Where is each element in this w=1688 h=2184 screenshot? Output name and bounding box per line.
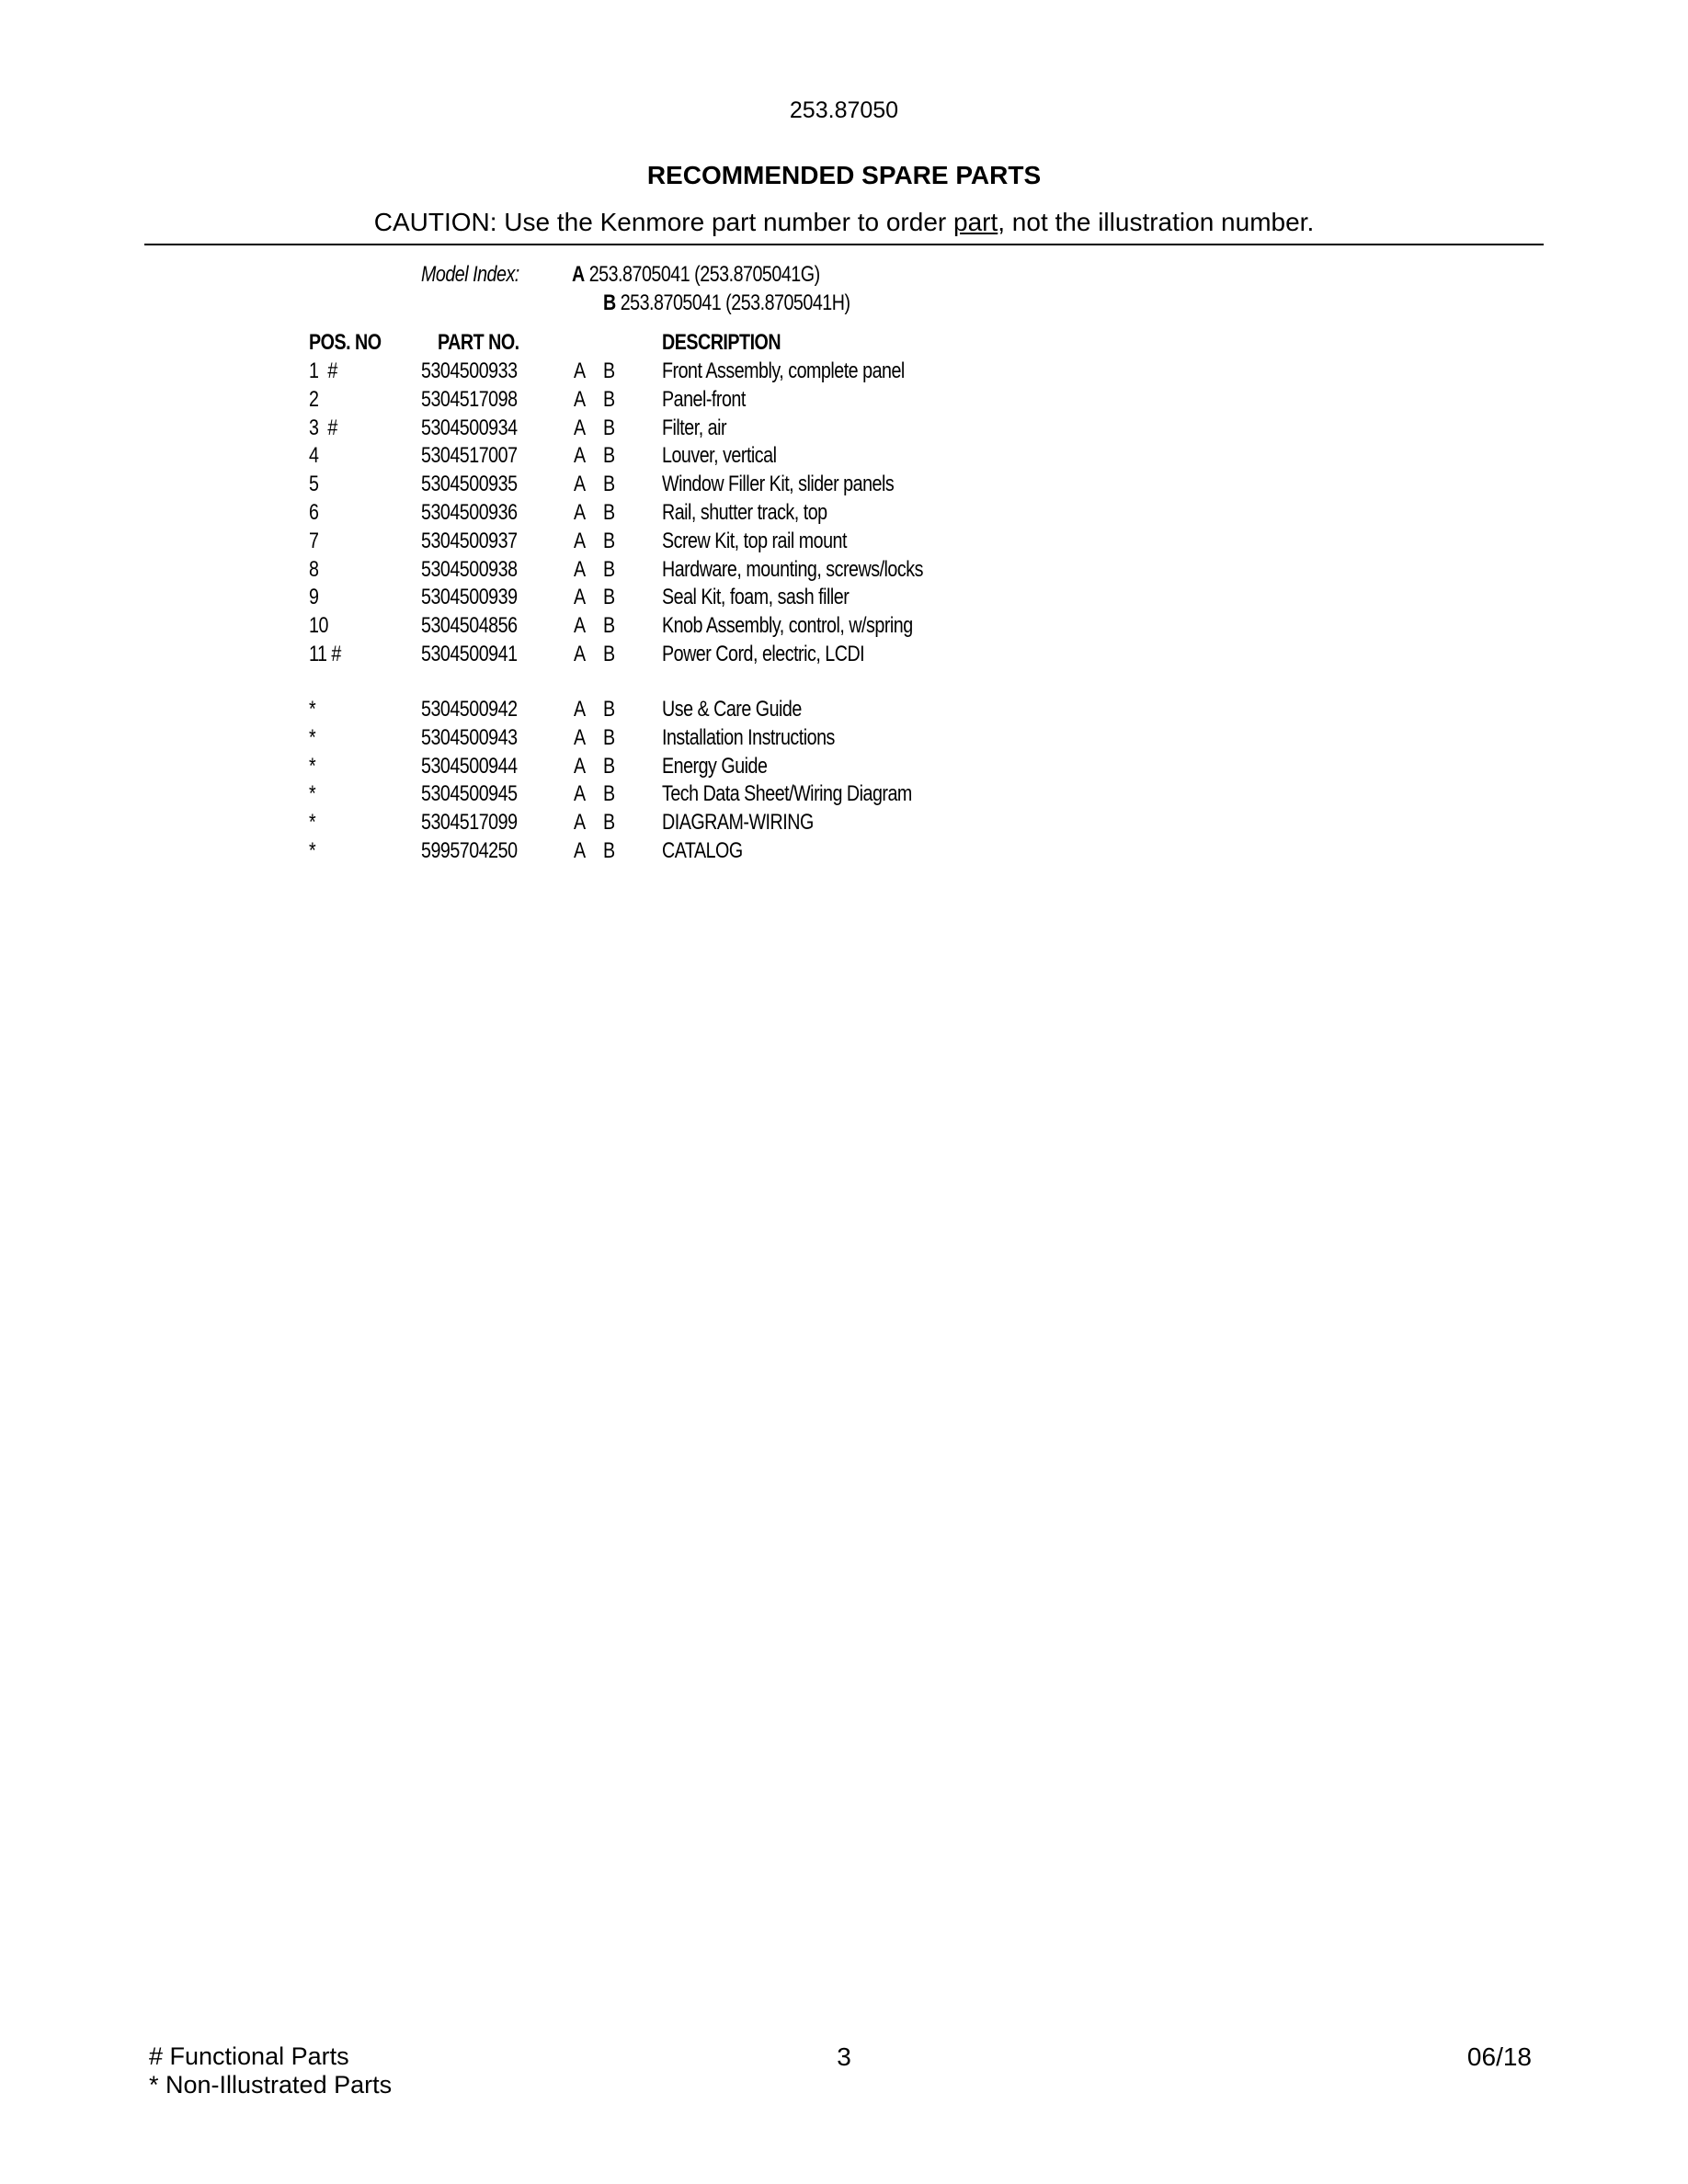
model-b-flag: B bbox=[603, 500, 615, 525]
model-index-label: Model Index: bbox=[421, 262, 519, 287]
page-title: RECOMMENDED SPARE PARTS bbox=[646, 161, 1042, 189]
part-number-cell: 5304517099 bbox=[421, 810, 518, 836]
caution-text-start: CAUTION: Use the Kenmore part number to order bbox=[373, 208, 953, 236]
pos-cell: 5 bbox=[309, 472, 319, 497]
model-a-flag: A bbox=[574, 613, 586, 639]
caution-note bbox=[0, 208, 1688, 237]
part-number-cell: 5995704250 bbox=[421, 838, 518, 863]
pos-cell: 4 bbox=[309, 443, 319, 469]
description-cell: Filter, air bbox=[662, 415, 727, 440]
description-cell: Rail, shutter track, top bbox=[662, 500, 827, 525]
caution-underlined-word: part bbox=[953, 208, 998, 236]
part-number-cell: 5304500945 bbox=[421, 781, 518, 807]
model-b-flag: B bbox=[603, 528, 615, 553]
description-cell: Front Assembly, complete panel bbox=[662, 358, 905, 383]
table-row bbox=[0, 557, 1688, 586]
column-header-description: DESCRIPTION bbox=[662, 330, 781, 355]
description-cell: Power Cord, electric, LCDI bbox=[662, 642, 865, 666]
table-row bbox=[0, 443, 1688, 472]
footer-non-illustrated-note: * Non-Illustrated Parts bbox=[149, 2071, 393, 2099]
part-number-cell: 5304517098 bbox=[421, 386, 518, 412]
part-number-cell: 5304500934 bbox=[421, 415, 518, 440]
model-b-letter: B bbox=[603, 290, 616, 315]
part-number-cell: 5304500938 bbox=[421, 556, 518, 582]
model-a-flag: A bbox=[574, 358, 586, 383]
model-b-text: 253.8705041 (253.8705041H) bbox=[615, 290, 850, 315]
pos-cell: 3 # bbox=[309, 415, 337, 440]
pos-cell: * bbox=[309, 810, 316, 836]
model-b-flag: B bbox=[603, 613, 615, 639]
description-cell: Seal Kit, foam, sash filler bbox=[662, 585, 850, 610]
table-row bbox=[0, 500, 1688, 529]
model-a-flag: A bbox=[574, 781, 586, 807]
pos-cell: 8 bbox=[309, 556, 319, 582]
model-a-flag: A bbox=[574, 724, 586, 750]
model-a-text: 253.8705041 (253.8705041G) bbox=[584, 262, 820, 287]
model-b-flag: B bbox=[603, 358, 615, 383]
page-number: 3 bbox=[837, 2042, 851, 2071]
model-b-flag: B bbox=[603, 386, 615, 412]
revision-date: 06/18 bbox=[1466, 2042, 1532, 2071]
column-header-pos: POS. NO bbox=[309, 330, 382, 355]
model-a-flag: A bbox=[574, 556, 586, 582]
table-row bbox=[0, 387, 1688, 415]
table-row bbox=[0, 838, 1688, 867]
part-number-cell: 5304500939 bbox=[421, 585, 518, 610]
table-row bbox=[0, 472, 1688, 500]
model-a-letter: A bbox=[572, 262, 585, 287]
model-a-flag: A bbox=[574, 585, 586, 610]
model-a-flag: A bbox=[574, 697, 586, 722]
description-cell: Louver, vertical bbox=[662, 443, 777, 469]
description-cell: Tech Data Sheet/Wiring Diagram bbox=[662, 781, 912, 807]
model-b-flag: B bbox=[603, 415, 615, 440]
pos-cell: * bbox=[309, 753, 316, 779]
model-b-flag: B bbox=[603, 697, 615, 722]
model-a-flag: A bbox=[574, 472, 586, 497]
part-number-cell: 5304500936 bbox=[421, 500, 518, 525]
model-a-flag: A bbox=[574, 443, 586, 469]
model-b-flag: B bbox=[603, 753, 615, 779]
model-b-flag: B bbox=[603, 838, 615, 863]
model-a-flag: A bbox=[574, 528, 586, 553]
model-a-flag: A bbox=[574, 386, 586, 412]
table-row bbox=[0, 754, 1688, 782]
description-cell: Panel-front bbox=[662, 386, 746, 412]
pos-cell: 2 bbox=[309, 386, 319, 412]
pos-cell: * bbox=[309, 724, 316, 750]
pos-cell: 6 bbox=[309, 500, 319, 525]
description-cell: CATALOG bbox=[662, 838, 743, 863]
model-a-flag: A bbox=[574, 810, 586, 836]
model-index-a bbox=[572, 262, 820, 288]
table-row bbox=[0, 781, 1688, 810]
doc-number: 253.87050 bbox=[789, 97, 899, 123]
description-cell: Window Filler Kit, slider panels bbox=[662, 472, 895, 497]
model-b-flag: B bbox=[603, 810, 615, 836]
model-a-flag: A bbox=[574, 500, 586, 525]
part-number-cell: 5304500943 bbox=[421, 724, 518, 750]
model-a-flag: A bbox=[574, 642, 586, 666]
model-a-flag: A bbox=[574, 838, 586, 863]
table-row bbox=[0, 529, 1688, 557]
description-cell: Energy Guide bbox=[662, 753, 768, 779]
table-row bbox=[0, 697, 1688, 725]
part-number-cell: 5304500933 bbox=[421, 358, 518, 383]
model-a-flag: A bbox=[574, 415, 586, 440]
part-number-cell: 5304500935 bbox=[421, 472, 518, 497]
pos-cell: * bbox=[309, 838, 316, 863]
part-number-cell: 5304500942 bbox=[421, 697, 518, 722]
pos-cell: 9 bbox=[309, 585, 319, 610]
model-b-flag: B bbox=[603, 472, 615, 497]
pos-cell: 11 # bbox=[309, 642, 341, 666]
table-row bbox=[0, 642, 1688, 670]
description-cell: Knob Assembly, control, w/spring bbox=[662, 613, 913, 639]
model-index-b bbox=[603, 290, 850, 316]
table-row bbox=[0, 415, 1688, 444]
pos-cell: 7 bbox=[309, 528, 319, 553]
header-rule bbox=[144, 244, 1544, 245]
pos-cell: * bbox=[309, 697, 316, 722]
description-cell: Hardware, mounting, screws/locks bbox=[662, 556, 923, 582]
model-b-flag: B bbox=[603, 443, 615, 469]
table-row bbox=[0, 613, 1688, 642]
table-row bbox=[0, 585, 1688, 613]
model-a-flag: A bbox=[574, 753, 586, 779]
column-header-part: PART NO. bbox=[438, 330, 519, 355]
model-b-flag: B bbox=[603, 642, 615, 666]
model-b-flag: B bbox=[603, 724, 615, 750]
description-cell: Screw Kit, top rail mount bbox=[662, 528, 847, 553]
table-row bbox=[0, 725, 1688, 754]
description-cell: Installation Instructions bbox=[662, 724, 835, 750]
part-number-cell: 5304500944 bbox=[421, 753, 518, 779]
description-cell: DIAGRAM-WIRING bbox=[662, 810, 814, 836]
table-row bbox=[0, 358, 1688, 387]
model-b-flag: B bbox=[603, 556, 615, 582]
part-number-cell: 5304517007 bbox=[421, 443, 518, 469]
pos-cell: 10 bbox=[309, 613, 328, 639]
model-b-flag: B bbox=[603, 781, 615, 807]
caution-text-end: , not the illustration number. bbox=[998, 208, 1315, 236]
pos-cell: * bbox=[309, 781, 316, 807]
footer-functional-note: # Functional Parts bbox=[149, 2042, 349, 2070]
part-number-cell: 5304500937 bbox=[421, 528, 518, 553]
description-cell: Use & Care Guide bbox=[662, 697, 802, 722]
part-number-cell: 5304500941 bbox=[421, 642, 518, 666]
part-number-cell: 5304504856 bbox=[421, 613, 518, 639]
pos-cell: 1 # bbox=[309, 358, 337, 383]
table-row bbox=[0, 810, 1688, 838]
model-b-flag: B bbox=[603, 585, 615, 610]
